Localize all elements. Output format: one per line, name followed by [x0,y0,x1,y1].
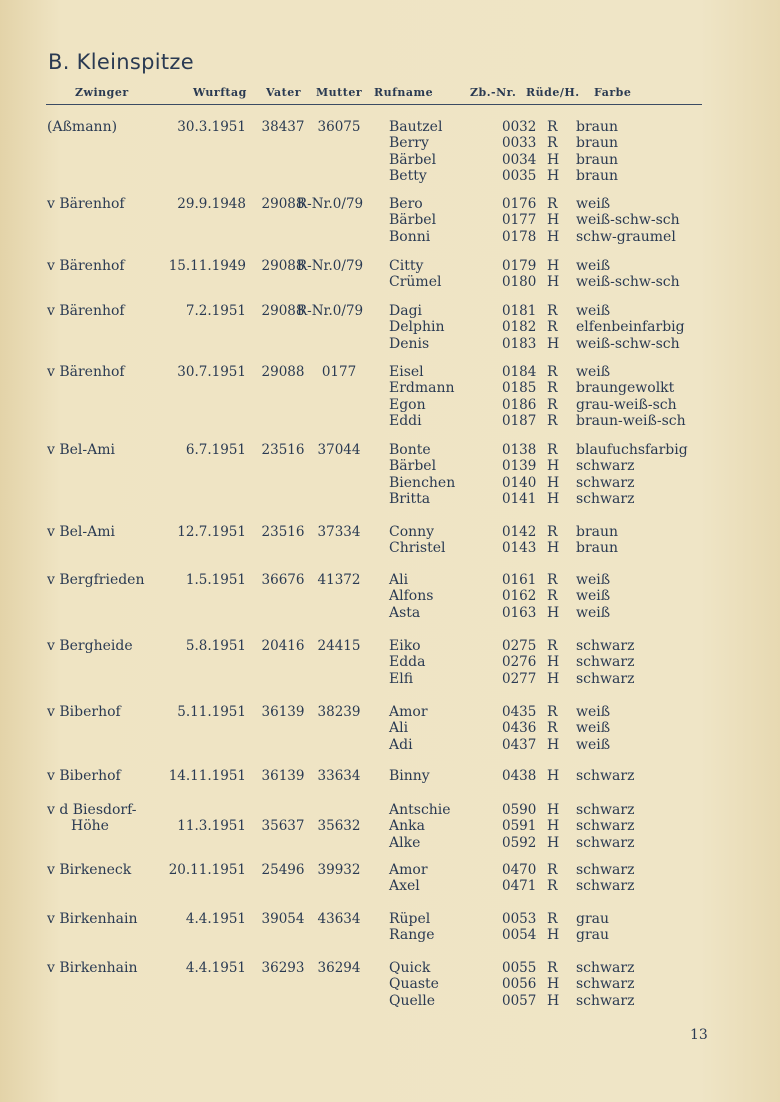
dog-name: Range [389,927,435,944]
mutter: 36294 [317,960,361,976]
dog-name: Alke [389,834,421,851]
sex: R [547,135,558,152]
sex: R [547,196,558,212]
zb-nr: 0591 [502,818,537,835]
sex: H [547,228,560,245]
mutter: 33634 [317,768,361,784]
sex: H [547,834,560,851]
sex: H [547,802,560,818]
zwinger-name: v Bärenhof [47,364,125,380]
farbe: weiß [576,572,611,588]
zb-nr: 0141 [502,490,537,507]
dog-name: Adi [389,736,413,753]
dog-name: Bärbel [389,151,437,168]
zb-nr: 0471 [502,878,537,895]
wurftag: 12.7.1951 [177,524,246,540]
farbe: weiß [576,720,611,737]
dog-name: Quaste [389,976,439,993]
zwinger-name: (Aßmann) [47,119,118,135]
sex: R [547,303,558,319]
dog-name: Anka [389,818,425,835]
dog-name: Amor [389,862,428,878]
wurftag: 6.7.1951 [185,442,246,458]
section-heading: B. Kleinspitze [48,50,194,74]
farbe: schwarz [576,768,635,784]
dog-name: Bero [389,196,423,212]
zb-nr: 0184 [502,364,537,380]
zb-nr: 0183 [502,335,537,352]
vater: 38437 [261,119,305,135]
farbe: weiß [576,196,611,212]
mutter: 0177 [321,364,357,380]
farbe: schwarz [576,458,635,475]
dog-name: Denis [389,335,430,352]
farbe: schwarz [576,474,635,491]
zb-nr: 0034 [502,151,537,168]
dog-name: Quick [389,960,431,976]
zb-nr: 0438 [502,768,537,784]
farbe: weiß [576,303,611,319]
dog-name: Ali [389,720,409,737]
mutter: R-Nr.0/79 [297,258,364,274]
sex: H [547,490,560,507]
sex: R [547,638,558,654]
sex: H [547,151,560,168]
sex: R [547,588,558,605]
mutter: R-Nr.0/79 [297,196,364,212]
farbe: weiß-schw-sch [576,335,680,352]
mutter: 39932 [317,862,361,878]
zwinger-name: v Bärenhof [47,303,125,319]
dog-name: Eisel [389,364,424,380]
vater: 25496 [261,862,305,878]
dog-name: Citty [389,258,424,274]
vater: 23516 [261,524,305,540]
farbe: weiß [576,364,611,380]
sex: R [547,720,558,737]
dog-name: Antschie [389,802,451,818]
vater: 35637 [261,818,305,835]
wurftag: 14.11.1951 [168,768,246,784]
zb-nr: 0140 [502,474,537,491]
sex: R [547,524,558,540]
wurftag: 5.11.1951 [177,704,246,720]
sex: H [547,976,560,993]
farbe: weiß [576,588,611,605]
mutter: 38239 [317,704,361,720]
sex: R [547,396,558,413]
sex: R [547,572,558,588]
sex: R [547,364,558,380]
farbe: weiß [576,258,611,274]
zb-nr: 0181 [502,303,537,319]
zwinger-name: v d Biesdorf- [47,802,137,818]
farbe: weiß-schw-sch [576,212,680,229]
farbe: schwarz [576,862,635,878]
wurftag: 7.2.1951 [185,303,246,319]
sex: R [547,380,558,397]
sex: R [547,878,558,895]
farbe: schwarz [576,834,635,851]
dog-name: Amor [389,704,428,720]
sex: R [547,911,558,927]
farbe: braun [576,135,619,152]
header-mutter: Mutter [316,86,363,99]
farbe: grau-weiß-sch [576,396,677,413]
vater: 29088 [261,364,305,380]
zb-nr: 0055 [502,960,537,976]
zwinger-name: v Bel-Ami [47,524,116,540]
dog-name: Alfons [389,588,434,605]
sex: R [547,442,558,458]
zwinger-name: v Biberhof [47,704,121,720]
zb-nr: 0277 [502,670,537,687]
zb-nr: 0142 [502,524,537,540]
dog-name: Edda [389,654,426,671]
vater: 29088 [261,258,305,274]
farbe: weiß [576,704,611,720]
zb-nr: 0590 [502,802,537,818]
mutter: 36075 [317,119,361,135]
zb-nr: 0182 [502,319,537,336]
zwinger-name: v Bergheide [47,638,133,654]
zb-nr: 0054 [502,927,537,944]
sex: R [547,412,558,429]
vater: 29088 [261,196,305,212]
zb-nr: 0437 [502,736,537,753]
farbe: elfenbeinfarbig [576,319,685,336]
wurftag: 20.11.1951 [168,862,246,878]
zb-nr: 0139 [502,458,537,475]
zb-nr: 0180 [502,274,537,291]
dog-name: Binny [389,768,430,784]
farbe: schwarz [576,818,635,835]
zb-nr: 0057 [502,992,537,1009]
dog-name: Bienchen [389,474,456,491]
wurftag: 1.5.1951 [185,572,246,588]
dog-name: Crümel [389,274,442,291]
sex: H [547,212,560,229]
farbe: schwarz [576,654,635,671]
sex: H [547,474,560,491]
zb-nr: 0056 [502,976,537,993]
zb-nr: 0033 [502,135,537,152]
header-ruede: Rüde/H. [526,86,580,99]
zwinger-name: v Bärenhof [47,258,125,274]
farbe: weiß [576,604,611,621]
zwinger-name: v Bergfrieden [47,572,145,588]
farbe: braun-weiß-sch [576,412,686,429]
vater: 39054 [261,911,305,927]
mutter: 37044 [317,442,361,458]
sex: R [547,862,558,878]
wurftag: 29.9.1948 [177,196,246,212]
dog-name: Eiko [389,638,421,654]
zb-nr: 0161 [502,572,537,588]
page-number: 13 [690,1027,708,1043]
dog-name: Eddi [389,412,422,429]
mutter: 37334 [317,524,361,540]
farbe: braun [576,151,619,168]
mutter: 35632 [317,818,361,835]
vater: 23516 [261,442,305,458]
farbe: grau [576,927,610,944]
dog-name: Betty [389,167,427,184]
wurftag: 4.4.1951 [185,960,246,976]
zb-nr: 0035 [502,167,537,184]
dog-name: Berry [389,135,429,152]
header-rufname: Rufname [374,86,434,99]
zb-nr: 0176 [502,196,537,212]
sex: H [547,274,560,291]
dog-name: Bärbel [389,458,437,475]
zwinger-name: v Biberhof [47,768,121,784]
dog-name: Delphin [389,319,445,336]
dog-name: Quelle [389,992,436,1009]
zb-nr: 0032 [502,119,537,135]
farbe: braun [576,524,619,540]
zb-nr: 0163 [502,604,537,621]
vater: 36293 [261,960,305,976]
farbe: schwarz [576,960,635,976]
sex: H [547,736,560,753]
header-vater: Vater [266,86,302,99]
farbe: grau [576,911,610,927]
farbe: schwarz [576,976,635,993]
zb-nr: 0187 [502,412,537,429]
header-zwinger: Zwinger [75,86,129,99]
dog-name: Ali [389,572,409,588]
farbe: schwarz [576,802,635,818]
farbe: braun [576,540,619,557]
farbe: schwarz [576,638,635,654]
zb-nr: 0177 [502,212,537,229]
zwinger-name: v Bärenhof [47,196,125,212]
dog-name: Asta [389,604,421,621]
farbe: blaufuchsfarbig [576,442,688,458]
zwinger-name: v Bel-Ami [47,442,116,458]
zb-nr: 0185 [502,380,537,397]
zb-nr: 0053 [502,911,537,927]
wurftag: 11.3.1951 [177,818,246,835]
zwinger-name: v Birkenhain [47,960,138,976]
vater: 36139 [261,704,305,720]
zb-nr: 0436 [502,720,537,737]
mutter: 41372 [317,572,361,588]
zb-nr: 0276 [502,654,537,671]
dog-name: Bautzel [389,119,443,135]
zb-nr: 0592 [502,834,537,851]
zb-nr: 0275 [502,638,537,654]
vater: 36676 [261,572,305,588]
zb-nr: 0178 [502,228,537,245]
vater: 29088 [261,303,305,319]
wurftag: 30.3.1951 [177,119,246,135]
sex: H [547,768,560,784]
dog-name: Bonte [389,442,431,458]
header-rule [46,104,702,105]
dog-name: Britta [389,490,431,507]
zb-nr: 0470 [502,862,537,878]
zb-nr: 0143 [502,540,537,557]
sex: H [547,670,560,687]
farbe: braun [576,167,619,184]
dog-name: Dagi [389,303,423,319]
dog-name: Elfi [389,670,414,687]
farbe: schwarz [576,490,635,507]
zwinger-name: v Birkenhain [47,911,138,927]
sex: R [547,960,558,976]
dog-name: Rüpel [389,911,431,927]
zwinger-name-cont: Höhe [71,818,109,835]
dog-name: Christel [389,540,446,557]
mutter: R-Nr.0/79 [297,303,364,319]
dog-name: Conny [389,524,435,540]
farbe: weiß-schw-sch [576,274,680,291]
dog-name: Bonni [389,228,431,245]
vater: 20416 [261,638,305,654]
zb-nr: 0138 [502,442,537,458]
wurftag: 30.7.1951 [177,364,246,380]
wurftag: 15.11.1949 [168,258,246,274]
dog-name: Axel [389,878,420,895]
wurftag: 4.4.1951 [185,911,246,927]
farbe: schw-graumel [576,228,676,245]
zb-nr: 0162 [502,588,537,605]
farbe: weiß [576,736,611,753]
vater: 36139 [261,768,305,784]
dog-name: Egon [389,396,426,413]
sex: H [547,335,560,352]
wurftag: 5.8.1951 [185,638,246,654]
sex: H [547,458,560,475]
zb-nr: 0179 [502,258,537,274]
sex: R [547,319,558,336]
dog-name: Erdmann [389,380,455,397]
sex: R [547,119,558,135]
mutter: 24415 [317,638,361,654]
farbe: braun [576,119,619,135]
sex: H [547,604,560,621]
farbe: schwarz [576,878,635,895]
zb-nr: 0435 [502,704,537,720]
zwinger-name: v Birkeneck [47,862,132,878]
sex: H [547,258,560,274]
sex: R [547,704,558,720]
sex: H [547,540,560,557]
header-farbe: Farbe [594,86,632,99]
header-wurftag: Wurftag [193,86,247,99]
sex: H [547,818,560,835]
header-zbnr: Zb.-Nr. [470,86,517,99]
mutter: 43634 [317,911,361,927]
farbe: braungewolkt [576,380,675,397]
dog-name: Bärbel [389,212,437,229]
zb-nr: 0186 [502,396,537,413]
sex: H [547,992,560,1009]
farbe: schwarz [576,992,635,1009]
sex: H [547,654,560,671]
farbe: schwarz [576,670,635,687]
sex: H [547,927,560,944]
sex: H [547,167,560,184]
